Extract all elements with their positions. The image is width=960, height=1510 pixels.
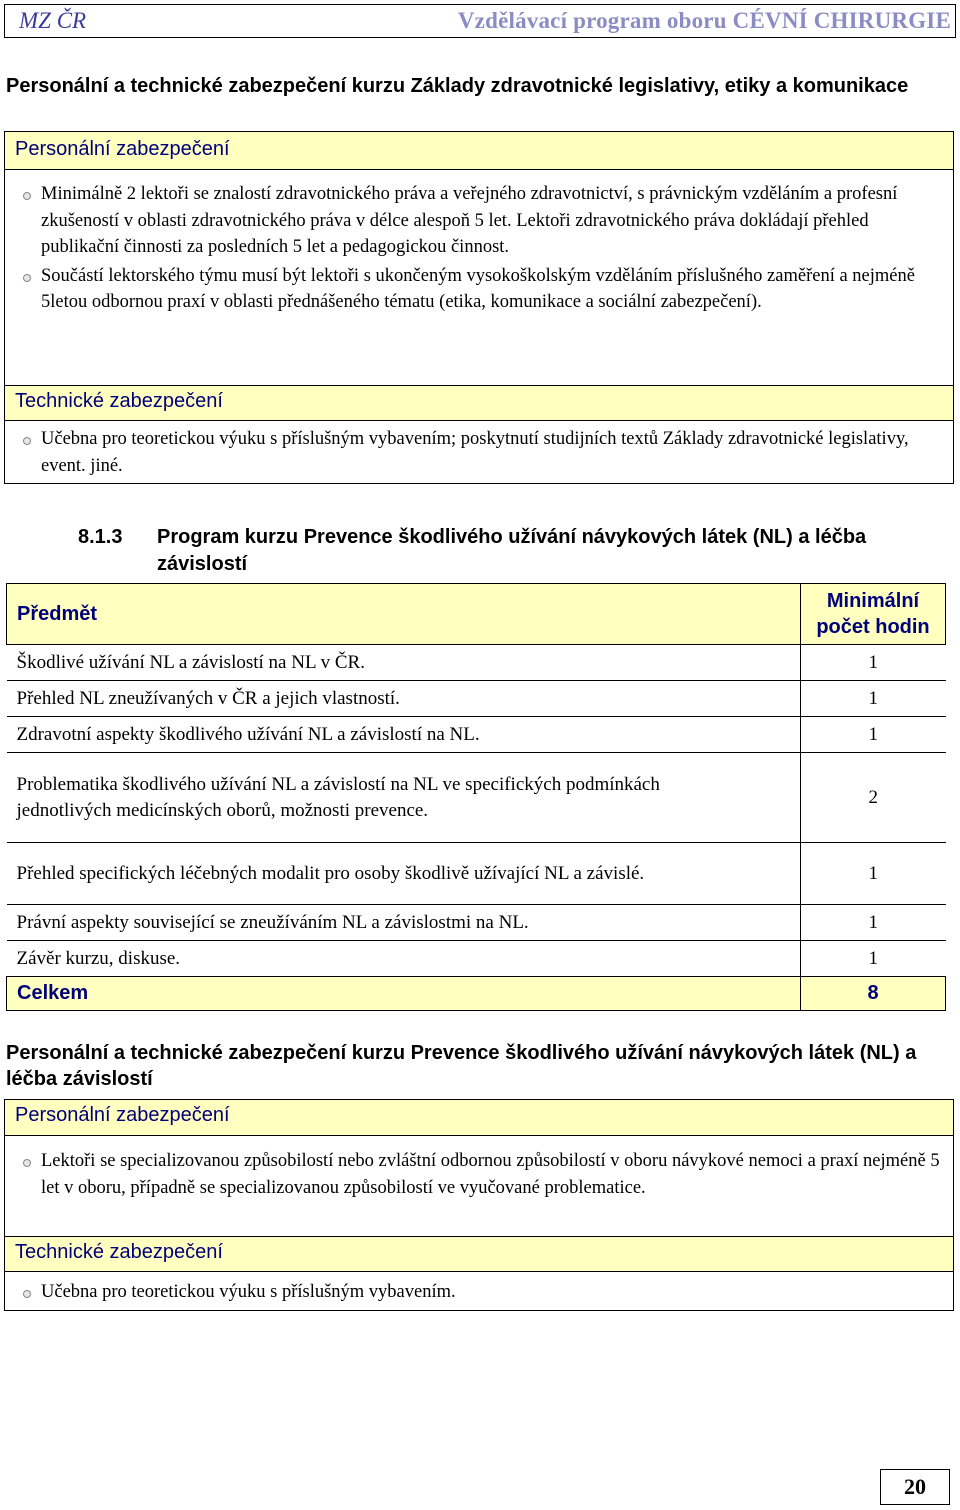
subject-cell: Závěr kurzu, diskuse.	[7, 941, 801, 977]
list-item-text: Učebna pro teoretickou výuku s příslušným vybavením.	[41, 1282, 456, 1302]
bullet-icon	[23, 274, 31, 282]
section3-box	[4, 1099, 954, 1311]
table-header-row	[7, 584, 946, 645]
bullet-icon	[23, 1159, 31, 1167]
section3-personal-heading-bar	[5, 1100, 953, 1136]
section1-box	[4, 131, 954, 484]
hours-cell: 1	[868, 651, 878, 673]
section1-personal-heading-bar	[5, 132, 953, 170]
list-item-text: Minimálně 2 lektoři se znalostí zdravotnického práva a veřejného zdravotnictví, s právnickým vzděláním a profesní zkušeností v oblasti zdravotnického práva v délce alespoň 5 let. Lektoři zdravotnického práva dokládají přehled publikační činnosti za posledních 5 let a pedagogickou činnost.	[41, 184, 898, 257]
hours-cell: 1	[868, 911, 878, 933]
table-row	[7, 843, 946, 905]
course-program-table	[6, 583, 946, 1011]
list-item	[5, 181, 953, 261]
section3-technical-heading: Technické zabezpečení	[15, 1241, 223, 1263]
hours-cell: 1	[868, 723, 878, 745]
list-item	[5, 1148, 953, 1201]
table-row	[7, 905, 946, 941]
hours-cell: 1	[868, 862, 878, 884]
list-item-text: Učebna pro teoretickou výuku s příslušným vybavením; poskytnutí studijních textů Základy zdravotnické legislativy, event. jiné.	[41, 429, 909, 476]
section3-technical-heading-bar	[5, 1236, 953, 1272]
list-item	[5, 426, 953, 479]
section3-personal-heading: Personální zabezpečení	[15, 1104, 230, 1126]
table-row	[7, 753, 946, 843]
total-value: 8	[801, 977, 946, 1011]
section3-title: Personální a technické zabezpečení kurzu Prevence škodlivého užívání návykových látek (NL) a léčba závislostí	[6, 1042, 917, 1090]
header-ministry: MZ ČR	[19, 8, 87, 33]
col-hours-header: Minimální počet hodin	[801, 584, 946, 645]
bullet-icon	[23, 192, 31, 200]
section3-technical-list	[5, 1279, 953, 1306]
section1-technical-heading: Technické zabezpečení	[15, 390, 223, 412]
subject-cell: Problematika škodlivého užívání NL a závislostí na NL ve specifických podmínkách jednotlivých medicínských oborů, možnosti prevence.	[7, 753, 801, 843]
section2-title: Program kurzu Prevence škodlivého užívání návykových látek (NL) a léčba závislostí	[157, 526, 867, 575]
section1-personal-list	[5, 181, 953, 316]
table-total-row	[7, 977, 946, 1011]
col-subject-header: Předmět	[7, 584, 801, 645]
subject-cell: Právní aspekty související se zneužíváním NL a závislostmi na NL.	[7, 905, 801, 941]
list-item-text: Lektoři se specializovanou způsobilostí nebo zvláštní odbornou způsobilostí v oboru návykové nemoci a praxí nejméně 5 let v oboru, případně se specializovanou způsobilostí ve vyučované problematice.	[41, 1151, 940, 1198]
section3-personal-list	[5, 1148, 953, 1201]
section2-number: 8.1.3	[78, 526, 123, 548]
bullet-icon	[23, 1290, 31, 1298]
table-row	[7, 645, 946, 681]
section1-technical-list	[5, 426, 953, 479]
header-program-title: Vzdělávací program oboru CÉVNÍ CHIRURGIE	[457, 8, 951, 33]
total-label: Celkem	[7, 977, 801, 1011]
hours-cell: 2	[868, 786, 878, 808]
section1-title: Personální a technické zabezpečení kurzu Základy zdravotnické legislativy, etiky a komunikace	[6, 75, 909, 97]
list-item	[5, 263, 953, 316]
page-header	[4, 4, 956, 38]
table-row	[7, 681, 946, 717]
table-row	[7, 717, 946, 753]
page-number: 20	[880, 1469, 950, 1505]
list-item-text: Součástí lektorského týmu musí být lektoři s ukončeným vysokoškolským vzděláním příslušného zaměření a nejméně 5letou odbornou praxí v oblasti přednášeného tématu (etika, komunikace a sociální zabezpečení).	[41, 265, 915, 312]
bullet-icon	[23, 437, 31, 445]
table-row	[7, 941, 946, 977]
section1-technical-heading-bar	[5, 385, 953, 421]
list-item	[5, 1279, 953, 1306]
section1-personal-heading: Personální zabezpečení	[15, 138, 230, 160]
subject-cell: Přehled NL zneužívaných v ČR a jejich vlastností.	[7, 681, 801, 717]
hours-cell: 1	[868, 947, 878, 969]
subject-cell: Škodlivé užívání NL a závislostí na NL v ČR.	[7, 645, 801, 681]
subject-cell: Přehled specifických léčebných modalit pro osoby škodlivě užívající NL a závislé.	[7, 843, 801, 905]
subject-cell: Zdravotní aspekty škodlivého užívání NL a závislostí na NL.	[7, 717, 801, 753]
hours-cell: 1	[868, 687, 878, 709]
